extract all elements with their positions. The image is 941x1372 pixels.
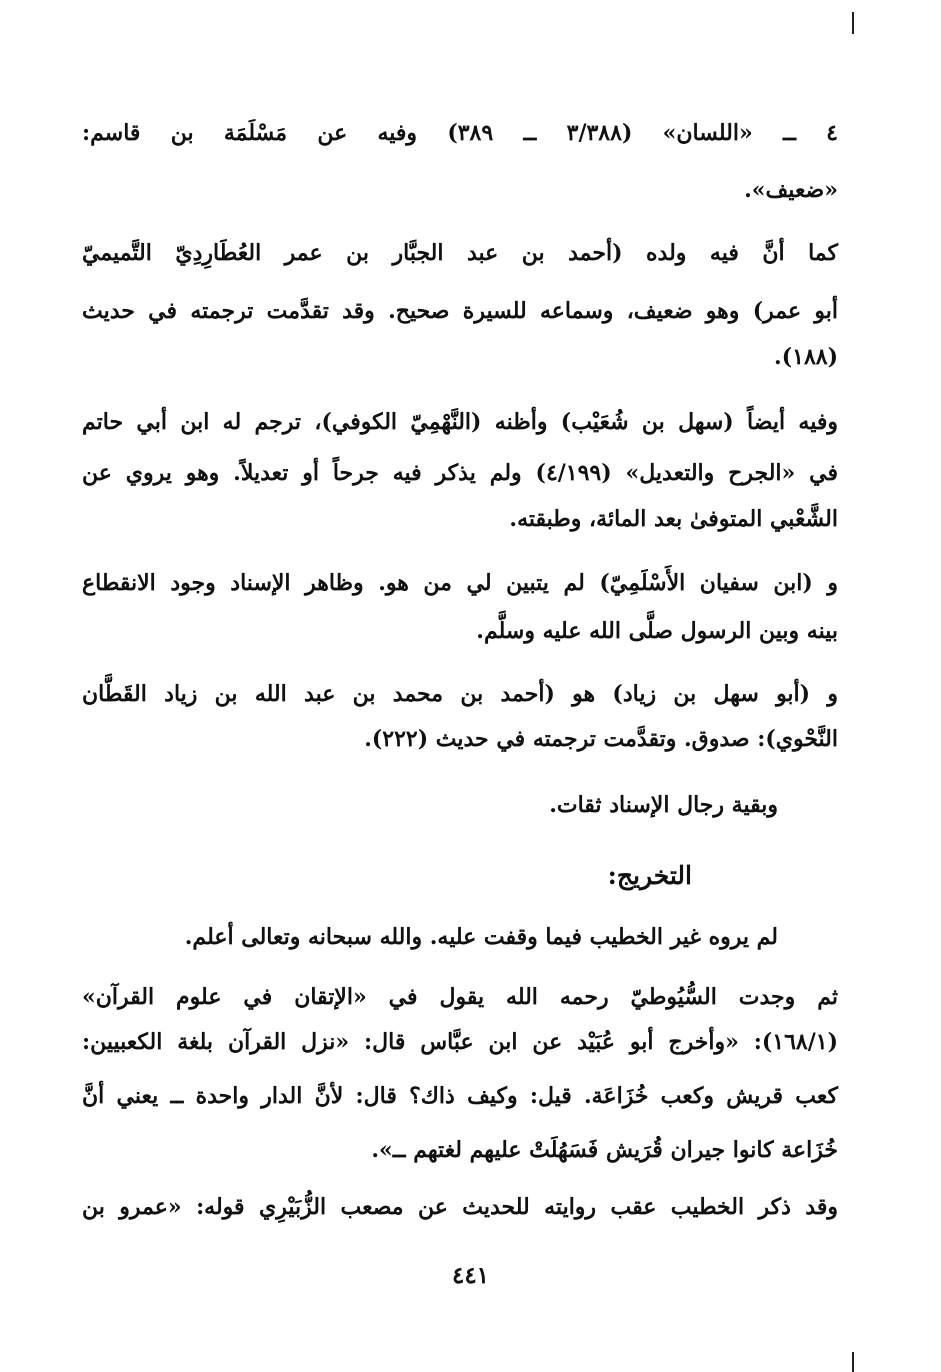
text-line: ٤ ــ «اللسان» (٣/٣٨٨ ــ ٣٨٩) وفيه عن مَسْلَمَة بن قاسم: xyxy=(82,120,838,146)
text-line: و (أبو سهل بن زياد) هو (أحمد بن محمد بن عبد الله بن زياد القَطَّان xyxy=(82,681,838,707)
text-line: وبقية رجال الإسناد ثقات. xyxy=(549,792,778,818)
text-line: الشَّعْبي المتوفىٰ بعد المائة، وطبقته. xyxy=(509,506,838,532)
text-line: بينه وبين الرسول صلَّى الله عليه وسلَّم. xyxy=(476,618,838,644)
text-line: (١٨٨). xyxy=(774,344,838,370)
text-line: (١٦٨/١): «وأخرج أبو عُبَيْد عن ابن عبَّاس قال: «نزل القرآن بلغة الكعبيين: xyxy=(82,1029,838,1055)
text-line: وقد ذكر الخطيب عقب روايته للحديث عن مصعب الزُّبَيْرِي قوله: «عمرو بن xyxy=(82,1194,838,1220)
text-line: وفيه أيضاً (سهل بن شُعَيْب) وأظنه (النَّهْمِيّ الكوفي)، ترجم له ابن أبي حاتم xyxy=(82,409,838,435)
text-line: كما أنَّ فيه ولده (أحمد بن عبد الجبَّار بن عمر العُطَارِدِيّ التَّميميّ xyxy=(82,240,838,266)
text-line: لم يروه غير الخطيب فيما وقفت عليه. والله سبحانه وتعالى أعلم. xyxy=(184,924,778,950)
text-line: النَّحْوي): صدوق. وتقدَّمت ترجمته في حديث (٢٢٢). xyxy=(364,726,838,752)
text-line: ثم وجدت السُّيُوطيّ رحمه الله يقول في «الإتقان في علوم القرآن» xyxy=(82,984,838,1010)
page-number: ٤٤١ xyxy=(451,1262,490,1289)
text-line: كعب قريش وكعب خُزَاعَة. قيل: وكيف ذاك؟ قال: لأنَّ الدار واحدة ــ يعني أنَّ xyxy=(82,1083,838,1109)
text-line: أبو عمر) وهو ضعيف، وسماعه للسيرة صحيح. وقد تقدَّمت ترجمته في حديث xyxy=(82,298,838,324)
body-text xyxy=(82,0,838,1300)
text-line: «ضعيف». xyxy=(744,177,838,203)
text-line: في «الجرح والتعديل» (٤/١٩٩) ولم يذكر فيه جرحاً أو تعديلاً. وهو يروي عن xyxy=(82,460,838,486)
page-edge-mark-top xyxy=(852,12,854,34)
section-heading: التخريج: xyxy=(607,861,692,890)
text-line: خُزَاعة كانوا جيران قُرَيش فَسَهُلَتْ عليهم لغتهم ــ». xyxy=(371,1137,838,1163)
page-edge-mark-bottom xyxy=(852,1352,854,1372)
text-line: و (ابن سفيان الأَسْلَمِيّ) لم يتبين لي من هو. وظاهر الإسناد وجود الانقطاع xyxy=(82,570,838,596)
